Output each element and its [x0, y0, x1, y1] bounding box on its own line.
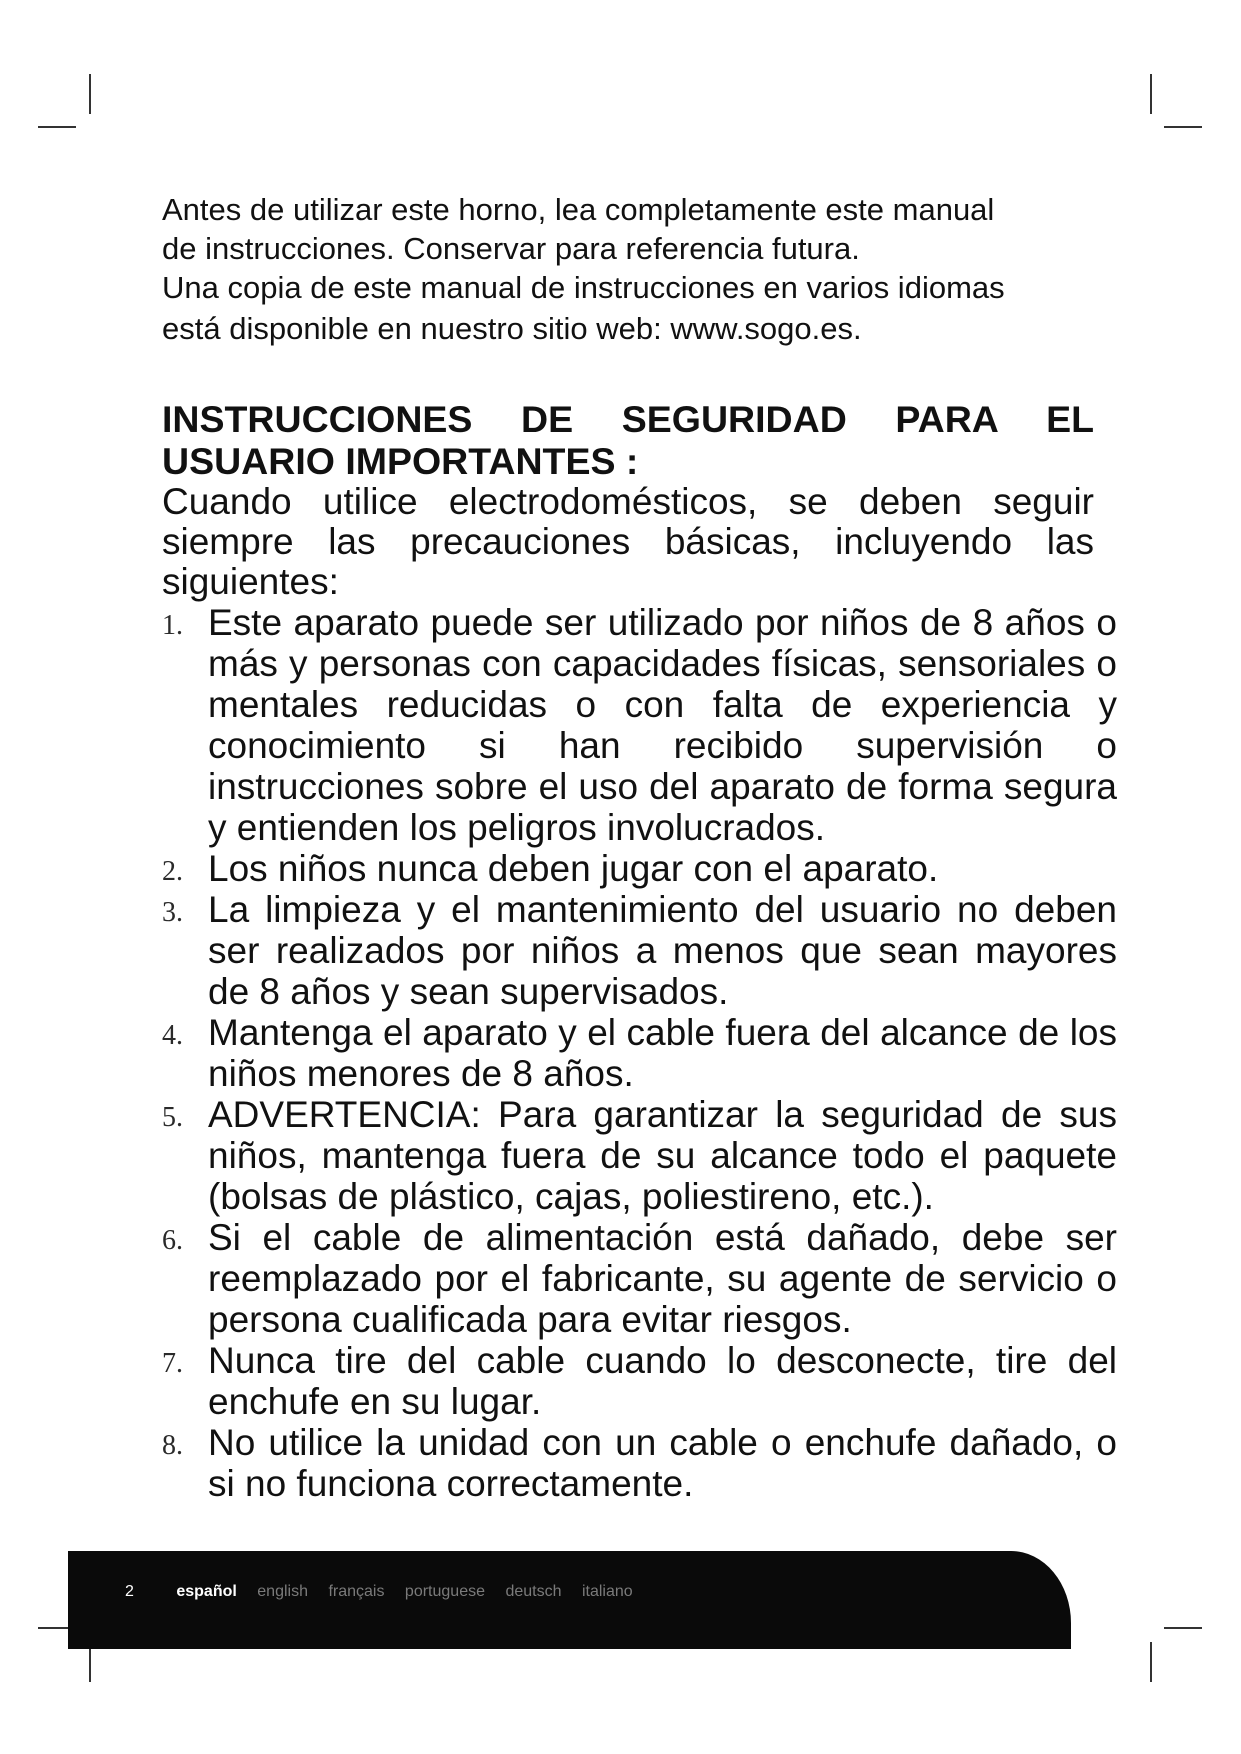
- list-item: [162, 848, 1117, 889]
- list-item: [162, 1217, 1117, 1340]
- list-item: [162, 602, 1117, 848]
- item-number: 8.: [162, 1430, 183, 1461]
- intro-paragraph: [162, 190, 1094, 348]
- item-number: 5.: [162, 1102, 183, 1133]
- item-text: Si el cable de alimentación está dañado, debe ser reemplazado por el fabricante, su agente de servicio o persona cualificada para evitar riesgos.: [208, 1217, 1117, 1340]
- safety-list: [162, 602, 1117, 1504]
- crop-mark: [1150, 74, 1152, 114]
- crop-mark: [38, 126, 76, 128]
- item-text: Nunca tire del cable cuando lo desconecte, tire del enchufe en su lugar.: [208, 1340, 1117, 1422]
- item-text: No utilice la unidad con un cable o enchufe dañado, o si no funciona correctamente.: [208, 1422, 1117, 1504]
- page-content: [162, 190, 1117, 1504]
- language-link-portuguese[interactable]: portuguese: [404, 1583, 485, 1600]
- footer-nav: [125, 1583, 649, 1601]
- safety-lead: Cuando utilice electrodomésticos, se deben seguir siempre las precauciones básicas, incluyendo las siguientes:: [162, 481, 1094, 602]
- crop-mark: [1164, 126, 1202, 128]
- list-item: [162, 1094, 1117, 1217]
- language-link-italiano[interactable]: italiano: [581, 1583, 633, 1600]
- language-link-deutsch[interactable]: deutsch: [505, 1583, 562, 1600]
- item-number: 3.: [162, 897, 183, 928]
- intro-line: Una copia de este manual de instrucciones en varios idiomas: [162, 270, 1005, 305]
- item-number: 1.: [162, 610, 183, 641]
- intro-line: está disponible en nuestro sitio web: www.sogo.es.: [162, 311, 862, 346]
- item-text: ADVERTENCIA: Para garantizar la seguridad de sus niños, mantenga fuera de su alcance todo el paquete (bolsas de plástico, cajas, poliestireno, etc.).: [208, 1094, 1117, 1217]
- list-item: [162, 1012, 1117, 1094]
- crop-mark: [1150, 1642, 1152, 1682]
- crop-mark: [89, 74, 91, 114]
- item-number: 2.: [162, 856, 183, 887]
- item-text: La limpieza y el mantenimiento del usuario no deben ser realizados por niños a menos que sean mayores de 8 años y sean supervisados.: [208, 889, 1117, 1012]
- intro-line: de instrucciones. Conservar para referencia futura.: [162, 231, 860, 266]
- safety-heading: INSTRUCCIONES DE SEGURIDAD PARA EL USUARIO IMPORTANTES :: [162, 398, 1094, 482]
- language-link-espanol[interactable]: español: [176, 1583, 237, 1600]
- item-text: Mantenga el aparato y el cable fuera del alcance de los niños menores de 8 años.: [208, 1012, 1117, 1094]
- item-text: Este aparato puede ser utilizado por niños de 8 años o más y personas con capacidades físicas, sensoriales o mentales reducidas o con falta de experiencia y conocimiento si han recibido supervisión o instrucciones sobre el uso del aparato de forma segura y entienden los peligros involucrados.: [208, 602, 1117, 848]
- intro-line: Antes de utilizar este horno, lea completamente este manual: [162, 192, 995, 227]
- crop-mark: [1164, 1627, 1202, 1629]
- item-text: Los niños nunca deben jugar con el aparato.: [208, 848, 939, 889]
- language-link-english[interactable]: english: [257, 1583, 308, 1600]
- list-item: [162, 889, 1117, 1012]
- list-item: [162, 1340, 1117, 1422]
- item-number: 7.: [162, 1348, 183, 1379]
- page-number: 2: [125, 1583, 134, 1600]
- language-link-francais[interactable]: français: [328, 1583, 385, 1600]
- item-number: 6.: [162, 1225, 183, 1256]
- list-item: [162, 1422, 1117, 1504]
- item-number: 4.: [162, 1020, 183, 1051]
